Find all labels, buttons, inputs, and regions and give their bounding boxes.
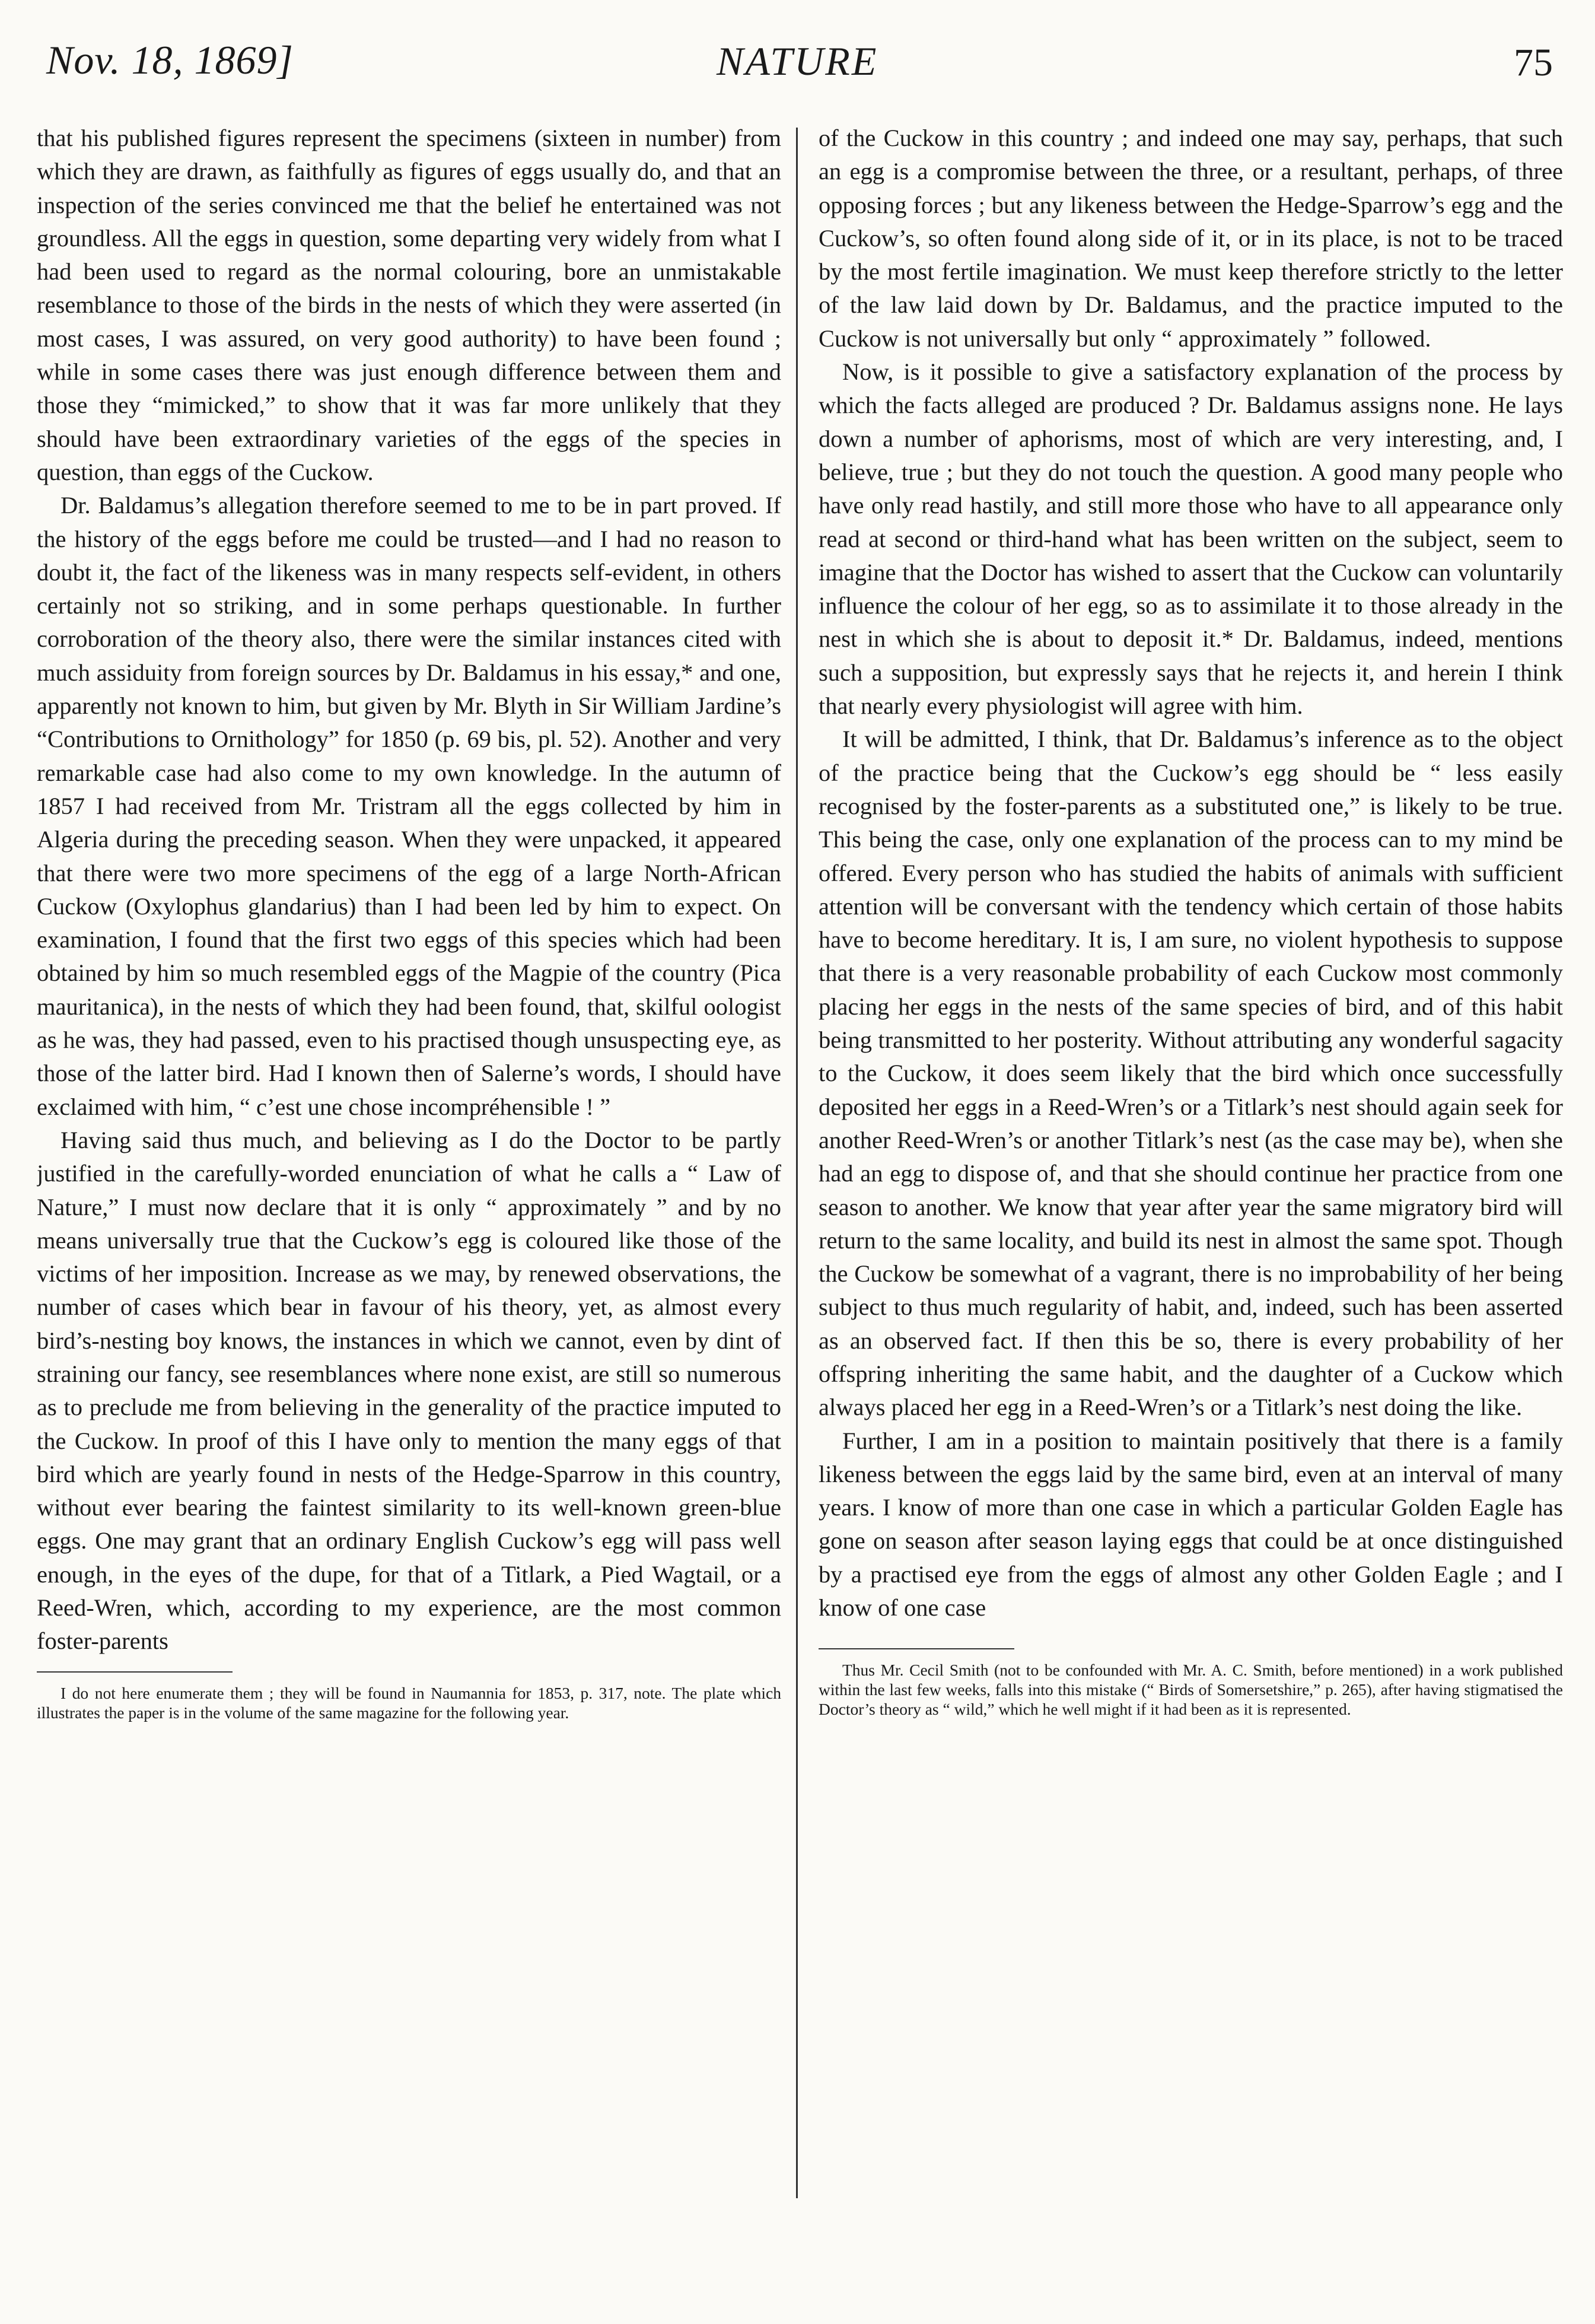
paragraph: Dr. Baldamus’s allegation therefore seemed to me to be in part proved. If the history of the eggs before me could be trusted—and I had no reason to doubt it, the fact of the likeness was in many respects self-evident, in others certainly not so striking, and in some perhaps questionable. In further corroboration of the theory also, there were the similar instances cited with much assiduity from foreign sources by Dr. Baldamus in his essay,* and one, apparently not known to him, but given by Mr. Blyth in Sir William Jardine’s “Contributions to Ornithology” for 1850 (p. 69 bis, pl. 52). Another and very remarkable case had also come to my own knowledge. In the autumn of 1857 I had received from Mr. Tristram all the eggs collected by him in Algeria during the preceding season. When they were unpacked, it appeared that there were two more specimens of the egg of a large North-African Cuckow (Oxylophus glandarius) than I had been led by him to expect. On examination, I found that the first two eggs of this species which had been obtained by him so much resembled eggs of the Magpie of the country (Pica mauritanica), in the nests of which they had been found, that, skilful oologist as he was, they had passed, even to his practised though unsuspecting eye, as those of the latter bird. Had I known then of Salerne’s words, I should have exclaimed with him, “ c’est une chose incompréhensible ! ”	[37, 492, 781, 1120]
footnote: I do not here enumerate them ; they will be found in Naumannia for 1853, p. 317, note. The plate which illustrates the paper is in the volume of the same magazine for the following year.	[37, 1683, 781, 1722]
paragraph: of the Cuckow in this country ; and indeed one may say, perhaps, that such an egg is a compromise between the three, or a resultant, perhaps, of three opposing forces ; but any likeness between the Hedge-Sparrow’s egg and the Cuckow’s, so often found along side of it, or in its place, is not to be traced by the most fertile imagination. We must keep therefore strictly to the letter of the law laid down by Dr. Baldamus, and the practice imputed to the Cuckow is not universally but only “ approximately ” followed.	[819, 125, 1563, 352]
paragraph: that his published figures represent the specimens (sixteen in number) from which they are drawn, as faithfully as figures of eggs usually do, and that an inspection of the series convinced me that the belief he entertained was not groundless. All the eggs in question, some departing very widely from what I had been used to regard as the normal colouring, bore an unmistakable resemblance to those of the birds in the nests of which they were asserted (in most cases, I was assured, on very good authority) to have been found ; while in some cases there was just enough difference between them and those they “mimicked,” to show that it was far more unlikely that they should have been extraordinary varieties of the eggs of the species in question, than eggs of the Cuckow.	[37, 125, 781, 485]
page-header	[46, 37, 1553, 108]
paragraph: Further, I am in a position to maintain positively that there is a family likeness between the eggs laid by the same bird, even at an interval of many years. I know of more than one case in which a particular Golden Eagle has gone on season after season laying eggs that could be at once distinguished by a practised eye from the eggs of almost any other Golden Eagle ; and I know of one case	[819, 1427, 1563, 1622]
footnote-divider	[819, 1648, 1014, 1649]
paragraph: Now, is it possible to give a satisfactory explanation of the process by which the facts alleged are produced ? Dr. Baldamus assigns none. He lays down a number of aphorisms, most of which are very interesting, and, I believe, true ; but they do not touch the question. A good many people who have only read hastily, and still more those who have to all appearance only read at second or third-hand what has been written on the subject, seem to imagine that the Doctor has wished to assert that the Cuckow can voluntarily influence the colour of her egg, so as to assimilate it to those already in the nest in which she is about to deposit it.* Dr. Baldamus, indeed, mentions such a supposition, but expressly says that he rejects it, and herein I think that nearly every physiologist will agree with him.	[819, 358, 1563, 720]
left-column	[37, 122, 781, 2246]
page-number: 75	[1514, 41, 1553, 84]
column-divider	[796, 128, 798, 2198]
right-column	[819, 122, 1563, 2246]
footnote: Thus Mr. Cecil Smith (not to be confounded with Mr. A. C. Smith, before mentioned) in a work published within the last few weeks, falls into this mistake (“ Birds of Somersetshire,” p. 265), after having stigmatised the Doctor’s theory as “ wild,” which he well might if it had been as it is represented.	[819, 1661, 1563, 1719]
paragraph: Having said thus much, and believing as I do the Doctor to be partly justified in the carefully-worded enunciation of what he calls a “ Law of Nature,” I must now declare that it is only “ approximately ” and by no means universally true that the Cuckow’s egg is coloured like those of the victims of her imposition. Increase as we may, by renewed observations, the number of cases which bear in favour of his theory, yet, as almost every bird’s-nesting boy knows, the instances in which we cannot, even by dint of straining our fancy, see resemblances where none exist, are still so numerous as to preclude me from believing in the generality of the practice imputed to the Cuckow. In proof of this I have only to mention the many eggs of that bird which are yearly found in nests of the Hedge-Sparrow in this country, without ever bearing the faintest similarity to its well-known green-blue eggs. One may grant that an ordinary English Cuckow’s egg will pass well enough, in the eyes of the dupe, for that of a Titlark, a Pied Wagtail, or a Reed-Wren, which, according to my experience, are the most common foster-parents	[37, 1126, 781, 1655]
paragraph: It will be admitted, I think, that Dr. Baldamus’s inference as to the object of the practice being that the Cuckow’s egg should be “ less easily recognised by the foster-parents as a substituted one,” is likely to be true. This being the case, only one explanation of the process can to my mind be offered. Every person who has studied the habits of animals with sufficient attention will be conversant with the tendency which certain of those habits have to become hereditary. It is, I am sure, no violent hypothesis to suppose that there is a very reasonable probability of each Cuckow most commonly placing her eggs in the nests of the same species of bird, and of this habit being transmitted to her posterity. Without attributing any wonderful sagacity to the Cuckow, it does seem likely that the bird which once successfully deposited her eggs in a Reed-Wren’s or a Titlark’s nest should again seek for another Reed-Wren’s or another Titlark’s nest (as the case may be), when she had an egg to dispose of, and that she should continue her practice from one season to another. We know that year after year the same migratory bird will return to the same locality, and build its nest in almost the same spot. Though the Cuckow be somewhat of a vagrant, there is no improbability of her being subject to thus much regularity of habit, and, indeed, such has been asserted as an observed fact. If then this be so, there is every probability of her offspring inheriting the same habit, and the daughter of a Cuckow which always placed her egg in a Reed-Wren’s or a Titlark’s nest doing the like.	[819, 726, 1563, 1421]
journal-title: NATURE	[717, 39, 878, 84]
issue-date: Nov. 18, 1869]	[46, 37, 294, 82]
footnote-divider	[37, 1671, 233, 1673]
